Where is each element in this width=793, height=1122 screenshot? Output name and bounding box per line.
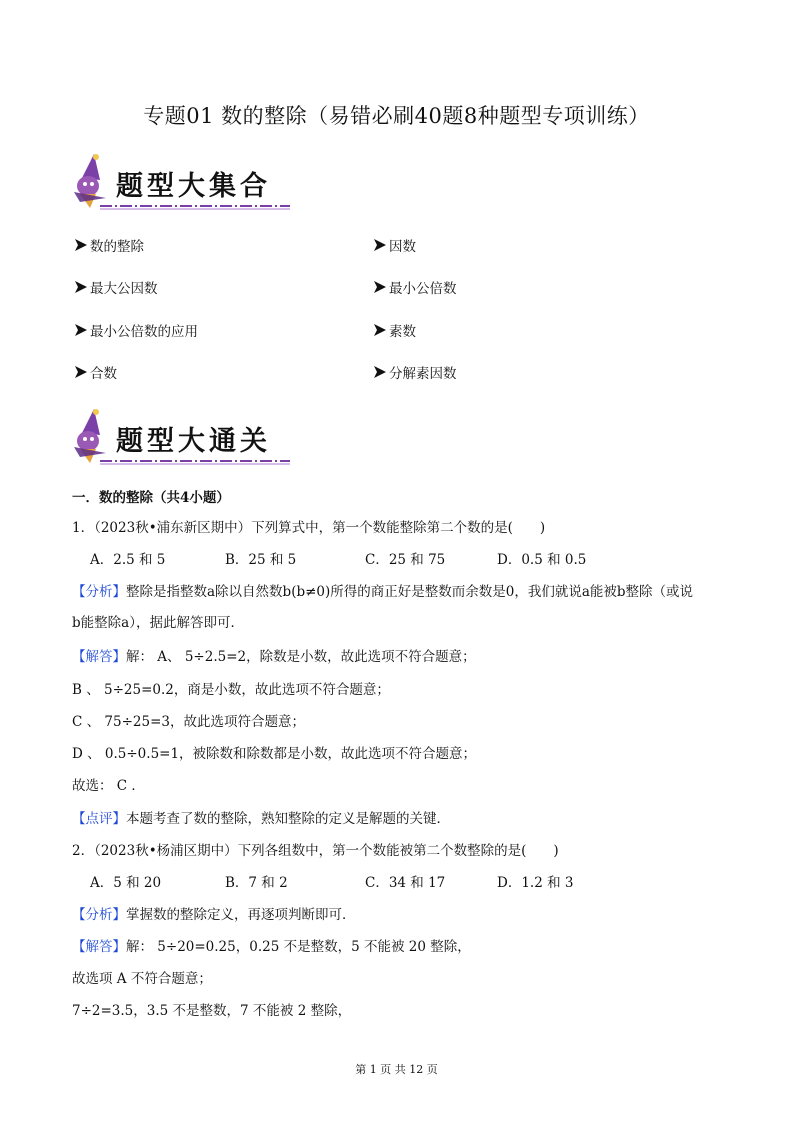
analysis-tag: 【分析】 bbox=[72, 584, 126, 600]
topic-label: 最小公倍数的应用 bbox=[90, 324, 198, 340]
arrow-bullet-icon bbox=[74, 365, 88, 379]
solution-text: 解： A、 5÷2.5=2，除数是小数，故此选项不符合题意； bbox=[126, 649, 476, 665]
topic-item bbox=[74, 320, 198, 340]
section-heading: 一．数的整除（共4小题） bbox=[72, 490, 230, 506]
banner-heading: 题型大通关 bbox=[116, 426, 271, 457]
arrow-bullet-icon bbox=[373, 323, 387, 337]
topic-item bbox=[373, 235, 416, 255]
topic-item bbox=[373, 362, 457, 382]
question-1-answer: 故选： C ． bbox=[72, 778, 145, 794]
question-1-options bbox=[0, 548, 793, 568]
solution-step: B 、 5÷25=0.2，商是小数，故此选项不符合题意； bbox=[72, 682, 390, 698]
topic-label: 合数 bbox=[90, 366, 117, 382]
option-b: B．25 和 5 bbox=[225, 552, 297, 568]
banner-heading: 题型大集合 bbox=[116, 171, 271, 202]
solution-step: 故选项 A 不符合题意； bbox=[72, 971, 212, 987]
topic-item bbox=[74, 235, 144, 255]
solution-step: C 、 75÷25=3，故此选项符合题意； bbox=[72, 714, 305, 730]
arrow-bullet-icon bbox=[373, 365, 387, 379]
option-c: C．25 和 75 bbox=[365, 552, 446, 568]
topic-item bbox=[373, 320, 416, 340]
solution-step: 7÷2=3.5，3.5 不是整数，7 不能被 2 整除， bbox=[72, 1003, 352, 1019]
topic-item bbox=[74, 277, 158, 297]
arrow-bullet-icon bbox=[373, 238, 387, 252]
solution-step: D 、 0.5÷0.5=1，被除数和除数都是小数，故此选项不符合题意； bbox=[72, 746, 477, 762]
solution-tag: 【解答】 bbox=[72, 939, 126, 955]
option-a: A．2.5 和 5 bbox=[90, 552, 166, 568]
topic-label: 数的整除 bbox=[90, 239, 144, 255]
question-1-solution bbox=[72, 645, 476, 665]
question-1-analysis bbox=[72, 580, 693, 600]
topic-item bbox=[74, 362, 117, 382]
question-1-stem: 1．（2023秋•浦东新区期中）下列算式中，第一个数能整除第二个数的是( ) bbox=[72, 520, 546, 536]
comment-text: 本题考查了数的整除，熟知整除的定义是解题的关键． bbox=[126, 811, 450, 827]
section-banner-topics bbox=[66, 150, 296, 212]
question-2-stem: 2．（2023秋•杨浦区期中）下列各组数中，第一个数能被第二个数整除的是( ) bbox=[72, 843, 559, 859]
topic-label: 最小公倍数 bbox=[389, 281, 457, 297]
question-1-comment bbox=[72, 807, 450, 827]
option-a: A．5 和 20 bbox=[90, 875, 162, 891]
option-c: C．34 和 17 bbox=[365, 875, 446, 891]
comment-tag: 【点评】 bbox=[72, 811, 126, 827]
question-2-options bbox=[0, 871, 793, 891]
arrow-bullet-icon bbox=[74, 238, 88, 252]
analysis-text: 整除是指整数a除以自然数b(b≠0)所得的商正好是整数而余数是0，我们就说a能被b整除（或说 bbox=[126, 584, 694, 600]
analysis-tag: 【分析】 bbox=[72, 907, 126, 923]
topic-label: 素数 bbox=[389, 324, 416, 340]
question-2-analysis bbox=[72, 903, 356, 923]
arrow-bullet-icon bbox=[74, 323, 88, 337]
arrow-bullet-icon bbox=[74, 280, 88, 294]
arrow-bullet-icon bbox=[373, 280, 387, 294]
option-d: D．1.2 和 3 bbox=[497, 875, 574, 891]
topic-label: 分解素因数 bbox=[389, 366, 457, 382]
solution-text: 解： 5÷20=0.25，0.25 不是整数，5 不能被 20 整除， bbox=[126, 939, 471, 955]
page-title: 专题01 数的整除（易错必刷40题8种题型专项训练） bbox=[143, 104, 650, 128]
question-1-analysis-cont: b能整除a），据此解答即可． bbox=[72, 615, 244, 631]
option-d: D．0.5 和 0.5 bbox=[497, 552, 587, 568]
topic-item bbox=[373, 277, 457, 297]
analysis-text: 掌握数的整除定义，再逐项判断即可． bbox=[126, 907, 356, 923]
topic-label: 因数 bbox=[389, 239, 416, 255]
solution-tag: 【解答】 bbox=[72, 649, 126, 665]
topic-label: 最大公因数 bbox=[90, 281, 158, 297]
option-b: B．7 和 2 bbox=[225, 875, 288, 891]
section-banner-practice bbox=[66, 405, 296, 467]
question-2-solution bbox=[72, 935, 471, 955]
page-footer: 第 1 页 共 12 页 bbox=[355, 1063, 438, 1076]
